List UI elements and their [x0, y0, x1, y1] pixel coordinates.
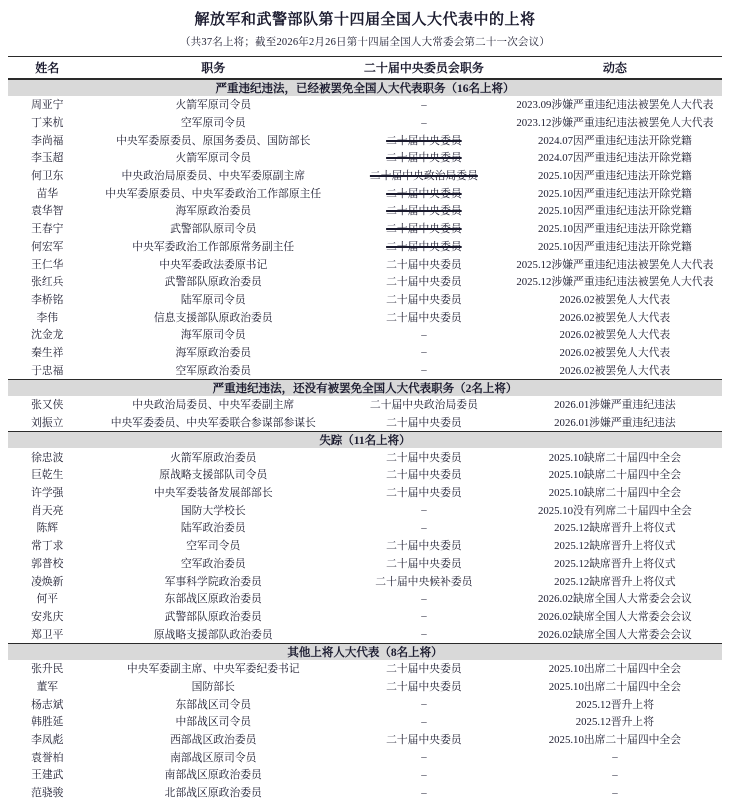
- struck-committee-text: 二十届中央委员: [386, 187, 462, 200]
- table-row: [8, 555, 722, 573]
- struck-committee-text: 二十届中央政治局委员: [369, 170, 478, 183]
- cell-position: 武警部队原政治委员: [164, 276, 262, 289]
- cell-committee: 二十届中央委员: [386, 451, 462, 464]
- table-row: [8, 484, 722, 502]
- cell-status: 2026.02被罢免人大代表: [559, 364, 671, 377]
- page-title: 解放军和武警部队第十四届全国人大代表中的上将: [194, 12, 536, 28]
- cell-name: 巨乾生: [31, 469, 64, 482]
- cell-name: 郑卫平: [31, 628, 64, 641]
- cell-position: 空军司令员: [186, 540, 241, 553]
- cell-name: 张红兵: [31, 276, 64, 289]
- col-header-position: 职务: [87, 57, 340, 80]
- cell-status: 2025.10因严重违纪违法开除党籍: [537, 223, 692, 236]
- cell-committee: –: [421, 364, 427, 377]
- cell-status: 2026.02缺席全国人大常委会会议: [537, 610, 692, 623]
- cell-position: 中央军委政法委原书记: [159, 258, 268, 271]
- table-row: [8, 448, 722, 466]
- cell-position: 西部战区政治委员: [170, 734, 257, 747]
- cell-position: 国防部长: [191, 680, 235, 693]
- cell-position: 中央政治局原委员、中央军委原副主席: [121, 170, 306, 183]
- cell-status: 2026.02被罢免人大代表: [559, 329, 671, 342]
- cell-status: 2025.12晋升上将: [575, 716, 655, 729]
- cell-status: 2025.12涉嫌严重违纪违法被罢免人大代表: [516, 276, 714, 289]
- table-row: [8, 695, 722, 713]
- cell-status: 2026.02缺席全国人大常委会会议: [537, 593, 692, 606]
- cell-status: 2023.12涉嫌严重违纪违法被罢免人大代表: [516, 117, 714, 130]
- cell-committee: –: [421, 346, 427, 359]
- cell-position: 中央军委原委员、原国务委员、国防部长: [116, 134, 311, 147]
- table-row: [8, 678, 722, 696]
- cell-status: 2025.10因严重违纪违法开除党籍: [537, 170, 692, 183]
- cell-committee: –: [421, 610, 427, 623]
- cell-status: 2025.10因严重违纪违法开除党籍: [537, 205, 692, 218]
- table-row: [8, 255, 722, 273]
- cell-status: 2026.01涉嫌严重违纪违法: [554, 417, 676, 430]
- table-row: [8, 291, 722, 309]
- cell-name: 陈辉: [36, 522, 59, 535]
- table-row: [8, 731, 722, 749]
- cell-name: 韩胜延: [31, 716, 64, 729]
- cell-status: 2025.10因严重违纪违法开除党籍: [537, 240, 692, 253]
- cell-committee: [340, 184, 508, 202]
- table-row: [8, 414, 722, 432]
- table-row: [8, 608, 722, 626]
- cell-position: 武警部队原政治委员: [164, 610, 262, 623]
- cell-position: 中央军委政治工作部原常务副主任: [132, 240, 295, 253]
- cell-status: –: [612, 768, 618, 781]
- cell-status: –: [612, 751, 618, 764]
- cell-committee: –: [421, 786, 427, 799]
- cell-committee: –: [421, 768, 427, 781]
- cell-name: 李尚福: [31, 134, 64, 147]
- cell-status: 2025.12涉嫌严重违纪违法被罢免人大代表: [516, 258, 714, 271]
- cell-committee: 二十届中央委员: [386, 417, 462, 430]
- section-header-row: [8, 79, 722, 96]
- cell-position: 火箭军原司令员: [175, 99, 252, 112]
- cell-status: 2025.10出席二十届四中全会: [548, 663, 682, 676]
- table-row: [8, 131, 722, 149]
- cell-committee: –: [421, 98, 427, 111]
- cell-position: 国防大学校长: [180, 504, 246, 517]
- cell-position: 南部战区原政治委员: [164, 769, 262, 782]
- cell-name: 何宏军: [31, 240, 64, 253]
- cell-status: 2025.10因严重违纪违法开除党籍: [537, 187, 692, 200]
- table-row: [8, 660, 722, 678]
- cell-name: 张又侠: [31, 399, 64, 412]
- table-row: [8, 748, 722, 766]
- cell-position: 海军原政治委员: [175, 346, 252, 359]
- cell-name: 沈金龙: [31, 329, 64, 342]
- cell-position: 中央政治局委员、中央军委副主席: [132, 399, 295, 412]
- cell-committee: –: [421, 751, 427, 764]
- cell-position: 空军原司令员: [180, 117, 246, 130]
- cell-status: 2025.10缺席二十届四中全会: [548, 451, 682, 464]
- cell-position: 陆军政治委员: [180, 522, 246, 535]
- cell-name: 李凤彪: [31, 734, 64, 747]
- cell-committee: [340, 167, 508, 185]
- cell-committee: –: [421, 328, 427, 341]
- table-row: [8, 766, 722, 784]
- cell-committee: 二十届中央委员: [386, 293, 462, 306]
- cell-name: 凌焕新: [31, 575, 64, 588]
- cell-position: 火箭军原政治委员: [170, 451, 257, 464]
- cell-status: 2025.12晋升上将: [575, 698, 655, 711]
- cell-name: 安兆庆: [31, 610, 64, 623]
- table-row: [8, 167, 722, 185]
- table-row: [8, 326, 722, 344]
- cell-status: 2026.02被罢免人大代表: [559, 293, 671, 306]
- struck-committee-text: 二十届中央委员: [386, 152, 462, 165]
- section-header-label: 严重违纪违法，已经被罢免全国人大代表职务（16名上将）: [8, 79, 722, 96]
- cell-name: 李伟: [36, 311, 59, 324]
- cell-name: 常丁求: [31, 540, 64, 553]
- cell-name: 袁誉柏: [31, 751, 64, 764]
- table-row: [8, 625, 722, 643]
- cell-position: 海军原政治委员: [175, 205, 252, 218]
- table-row: [8, 96, 722, 114]
- cell-position: 空军政治委员: [180, 557, 246, 570]
- cell-status: 2025.12缺席晋升上将仪式: [554, 522, 676, 535]
- cell-committee: 二十届中央委员: [386, 734, 462, 747]
- table-row: [8, 501, 722, 519]
- table-row: [8, 713, 722, 731]
- table-header-row: [8, 57, 722, 80]
- table-row: [8, 238, 722, 256]
- table-row: [8, 572, 722, 590]
- cell-committee: 二十届中央委员: [386, 540, 462, 553]
- table-row: [8, 466, 722, 484]
- struck-committee-text: 二十届中央委员: [386, 205, 462, 218]
- table-row: [8, 590, 722, 608]
- cell-committee: –: [421, 116, 427, 129]
- col-header-committee: 二十届中央委员会职务: [340, 57, 508, 80]
- cell-status: 2025.10缺席二十届四中全会: [548, 469, 682, 482]
- cell-committee: 二十届中央政治局委员: [369, 399, 478, 412]
- cell-committee: 二十届中央委员: [386, 680, 462, 693]
- cell-status: –: [612, 786, 618, 799]
- cell-position: 信息支援部队原政治委员: [153, 311, 273, 324]
- cell-committee: [340, 149, 508, 167]
- cell-name: 徐忠波: [31, 451, 64, 464]
- cell-status: 2025.10出席二十届四中全会: [548, 680, 682, 693]
- cell-committee: –: [421, 715, 427, 728]
- section-header-row: [8, 432, 722, 449]
- cell-name: 袁华智: [31, 205, 64, 218]
- cell-position: 原战略支援部队司令员: [159, 469, 268, 482]
- table-row: [8, 114, 722, 132]
- cell-status: 2025.10出席二十届四中全会: [548, 734, 682, 747]
- cell-name: 杨志斌: [31, 698, 64, 711]
- cell-name: 何卫东: [31, 170, 64, 183]
- cell-position: 北部战区原政治委员: [164, 787, 262, 800]
- table-row: [8, 396, 722, 414]
- table-row: [8, 184, 722, 202]
- page-subtitle: （共37名上将；截至2026年2月26日第十四届全国人大常委会第二十一次会议）: [179, 37, 551, 48]
- cell-committee: –: [421, 628, 427, 641]
- col-header-status: 动态: [508, 57, 722, 80]
- cell-position: 原战略支援部队政治委员: [153, 628, 273, 641]
- cell-committee: –: [421, 504, 427, 517]
- cell-committee: 二十届中央委员: [386, 487, 462, 500]
- cell-name: 苗华: [36, 187, 59, 200]
- section-header-row: [8, 643, 722, 660]
- cell-position: 中央军委原委员、中央军委政治工作部原主任: [105, 187, 322, 200]
- cell-name: 许学强: [31, 487, 64, 500]
- cell-name: 肖天亮: [31, 504, 64, 517]
- generals-table: [8, 56, 722, 800]
- cell-position: 空军原政治委员: [175, 364, 252, 377]
- cell-committee: 二十届中央委员: [386, 258, 462, 271]
- cell-status: 2025.10没有列席二十届四中全会: [537, 504, 692, 517]
- cell-committee: –: [421, 698, 427, 711]
- struck-committee-text: 二十届中央委员: [386, 223, 462, 236]
- cell-status: 2026.02缺席全国人大常委会会议: [537, 628, 692, 641]
- cell-committee: –: [421, 521, 427, 534]
- cell-status: 2026.02被罢免人大代表: [559, 346, 671, 359]
- cell-position: 中部战区司令员: [175, 716, 252, 729]
- table-row: [8, 537, 722, 555]
- cell-committee: [340, 202, 508, 220]
- cell-committee: 二十届中央委员: [386, 557, 462, 570]
- section-header-label: 失踪（11名上将）: [8, 432, 722, 449]
- cell-position: 中央军委副主席、中央军委纪委书记: [126, 663, 300, 676]
- section-header-label: 其他上将人大代表（8名上将）: [8, 643, 722, 660]
- cell-status: 2025.12缺席晋升上将仪式: [554, 540, 676, 553]
- cell-status: 2026.01涉嫌严重违纪违法: [554, 399, 676, 412]
- cell-name: 秦生祥: [31, 346, 64, 359]
- table-row: [8, 784, 722, 800]
- table-row: [8, 308, 722, 326]
- table-row: [8, 273, 722, 291]
- cell-position: 中央军委委员、中央军委联合参谋部参谋长: [110, 417, 316, 430]
- table-row: [8, 202, 722, 220]
- cell-position: 东部战区司令员: [175, 698, 252, 711]
- table-row: [8, 519, 722, 537]
- cell-status: 2025.12缺席晋升上将仪式: [554, 575, 676, 588]
- col-header-name: 姓名: [8, 57, 87, 80]
- cell-status: 2024.07因严重违纪违法开除党籍: [537, 134, 692, 147]
- cell-position: 火箭军原司令员: [175, 152, 252, 165]
- cell-name: 李桥铭: [31, 293, 64, 306]
- cell-committee: [340, 220, 508, 238]
- cell-name: 郭普校: [31, 557, 64, 570]
- cell-name: 于忠福: [31, 364, 64, 377]
- cell-committee: 二十届中央委员: [386, 469, 462, 482]
- section-header-row: [8, 380, 722, 397]
- cell-status: 2025.12缺席晋升上将仪式: [554, 557, 676, 570]
- table-row: [8, 361, 722, 379]
- cell-position: 东部战区原政治委员: [164, 593, 262, 606]
- table-row: [8, 344, 722, 362]
- cell-name: 张升民: [31, 663, 64, 676]
- cell-position: 陆军原司令员: [180, 293, 246, 306]
- cell-position: 中央军委装备发展部部长: [153, 487, 273, 500]
- cell-position: 海军原司令员: [180, 329, 246, 342]
- cell-committee: [340, 131, 508, 149]
- cell-status: 2024.07因严重违纪违法开除党籍: [537, 152, 692, 165]
- table-body: [8, 79, 722, 800]
- cell-position: 南部战区原司令员: [170, 751, 257, 764]
- cell-name: 董军: [36, 680, 59, 693]
- cell-name: 丁来杭: [31, 117, 64, 130]
- cell-name: 王春宁: [31, 223, 64, 236]
- cell-position: 军事科学院政治委员: [164, 575, 262, 588]
- cell-status: 2023.09涉嫌严重违纪违法被罢免人大代表: [516, 99, 714, 112]
- table-row: [8, 220, 722, 238]
- struck-committee-text: 二十届中央委员: [386, 134, 462, 147]
- cell-committee: 二十届中央委员: [386, 663, 462, 676]
- cell-committee: 二十届中央委员: [386, 276, 462, 289]
- cell-status: 2026.02被罢免人大代表: [559, 311, 671, 324]
- cell-name: 王建武: [31, 769, 64, 782]
- cell-name: 王仁华: [31, 258, 64, 271]
- cell-name: 范骁骏: [31, 787, 64, 800]
- struck-committee-text: 二十届中央委员: [386, 240, 462, 253]
- section-header-label: 严重违纪违法，还没有被罢免全国人大代表职务（2名上将）: [8, 380, 722, 397]
- cell-committee: 二十届中央候补委员: [375, 575, 473, 588]
- table-row: [8, 149, 722, 167]
- cell-name: 李玉超: [31, 152, 64, 165]
- cell-status: 2025.10缺席二十届四中全会: [548, 487, 682, 500]
- cell-name: 周亚宁: [31, 99, 64, 112]
- cell-name: 刘振立: [31, 417, 64, 430]
- cell-committee: 二十届中央委员: [386, 311, 462, 324]
- cell-name: 何平: [36, 593, 59, 606]
- cell-committee: –: [421, 592, 427, 605]
- cell-position: 武警部队原司令员: [170, 223, 257, 236]
- cell-committee: [340, 238, 508, 256]
